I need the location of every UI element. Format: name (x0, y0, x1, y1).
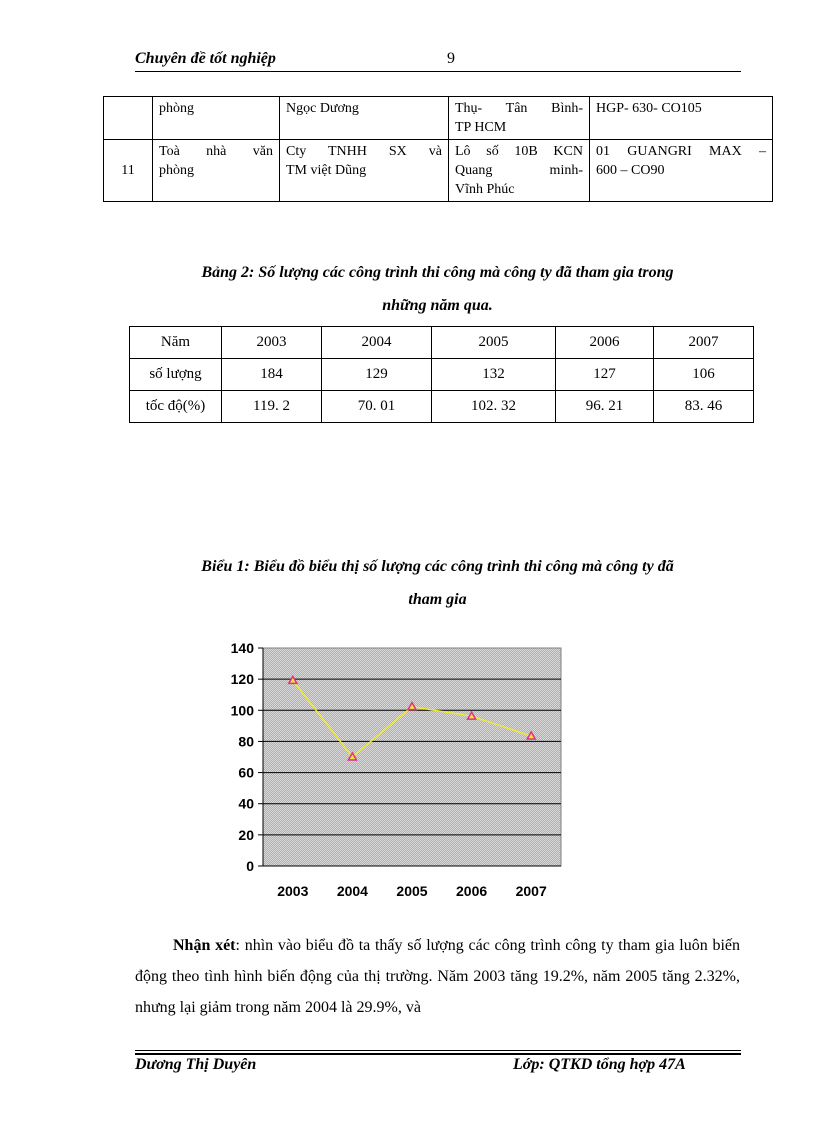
table2-caption-cont: những năm qua. (382, 297, 493, 314)
table-row (130, 359, 754, 391)
table-cell: 70. 01 (322, 391, 432, 423)
table-cell: 132 (432, 359, 556, 391)
chart-caption: Biểu 1: Biểu đồ biểu thị số lượng các công trình thi công mà công ty đã (201, 558, 674, 575)
row-label: tốc độ(%) (130, 391, 222, 423)
cell-company (280, 140, 449, 202)
name-line: Toà nhà văn (159, 144, 273, 159)
header-divider (135, 71, 741, 72)
x-tick-label: 2006 (456, 883, 488, 899)
header-cell: Năm (130, 327, 222, 359)
project-table (103, 96, 773, 202)
table2-caption: Bảng 2: Số lượng các công trình thi công mà công ty đã tham gia trong (201, 264, 674, 281)
cell-equipment: HGP- 630- CO105 (590, 97, 773, 140)
x-tick-label: 2005 (396, 883, 428, 899)
x-tick-label: 2004 (336, 883, 368, 899)
plot-area (263, 648, 561, 866)
footer-class: Lớp: QTKD tổng hợp 47A (513, 1056, 686, 1073)
cell-equipment (590, 140, 773, 202)
cell-address (449, 97, 590, 140)
header-cell: 2003 (222, 327, 322, 359)
footer-divider-thick (135, 1053, 741, 1055)
table-header-row (130, 327, 754, 359)
equipment-line: 01 GUANGRI MAX – (596, 144, 766, 159)
address-line: Lô số 10B KCN (455, 144, 583, 159)
address-line: TP HCM (455, 120, 507, 135)
table-row (104, 140, 773, 202)
y-tick-label: 60 (238, 764, 254, 781)
table-cell: 184 (222, 359, 322, 391)
y-tick-label: 40 (238, 795, 254, 812)
table-cell: 129 (322, 359, 432, 391)
line-chart (215, 638, 565, 903)
paragraph-lead: Nhận xét (173, 937, 236, 954)
header-cell: 2007 (654, 327, 754, 359)
footer-divider (135, 1050, 741, 1051)
table-cell: 83. 46 (654, 391, 754, 423)
x-tick-label: 2007 (515, 883, 547, 899)
analysis-paragraph (135, 930, 740, 1023)
company-line: Cty TNHH SX và (286, 144, 442, 159)
y-tick-label: 120 (230, 671, 254, 688)
chart-caption-cont: tham gia (408, 591, 467, 608)
cell-name (153, 140, 280, 202)
company-line: TM việt Dũng (286, 163, 367, 178)
address-line: Quang minh- (455, 163, 583, 178)
cell-no (104, 97, 153, 140)
table-cell: 127 (556, 359, 654, 391)
y-tick-label: 140 (230, 640, 254, 656)
row-label: số lượng (130, 359, 222, 391)
equipment-line: 600 – CO90 (596, 163, 665, 178)
y-tick-label: 80 (238, 733, 254, 750)
quantity-table (129, 326, 754, 423)
y-tick-label: 0 (246, 858, 254, 874)
y-tick-label: 20 (238, 826, 254, 843)
cell-address (449, 140, 590, 202)
table-cell: 119. 2 (222, 391, 322, 423)
header-cell: 2004 (322, 327, 432, 359)
x-tick-label: 2003 (277, 883, 309, 899)
cell-name: phòng (153, 97, 280, 140)
table-row (130, 391, 754, 423)
table-cell: 106 (654, 359, 754, 391)
table-row (104, 97, 773, 140)
page-number: 9 (447, 50, 455, 67)
footer-author: Dương Thị Duyên (135, 1056, 257, 1073)
header-cell: 2005 (432, 327, 556, 359)
address-line: Thụ- Tân Bình- (455, 101, 583, 116)
header-title: Chuyên đề tốt nghiệp (135, 50, 276, 67)
table-cell: 96. 21 (556, 391, 654, 423)
cell-company: Ngọc Dương (280, 97, 449, 140)
header-cell: 2006 (556, 327, 654, 359)
name-line: phòng (159, 163, 194, 178)
y-tick-label: 100 (230, 702, 254, 719)
table-cell: 102. 32 (432, 391, 556, 423)
address-line: Vĩnh Phúc (455, 182, 515, 197)
paragraph-text: : nhìn vào biểu đồ ta thấy số lượng các công trình công ty tham gia luôn biến động theo tình hình biến động của thị trường. Năm 2003 tăng 19.2%, năm 2005 tăng 2.32%, nhưng lại giảm trong năm 2004 là 29.9%, và (135, 937, 741, 1016)
cell-no: 11 (104, 140, 153, 202)
